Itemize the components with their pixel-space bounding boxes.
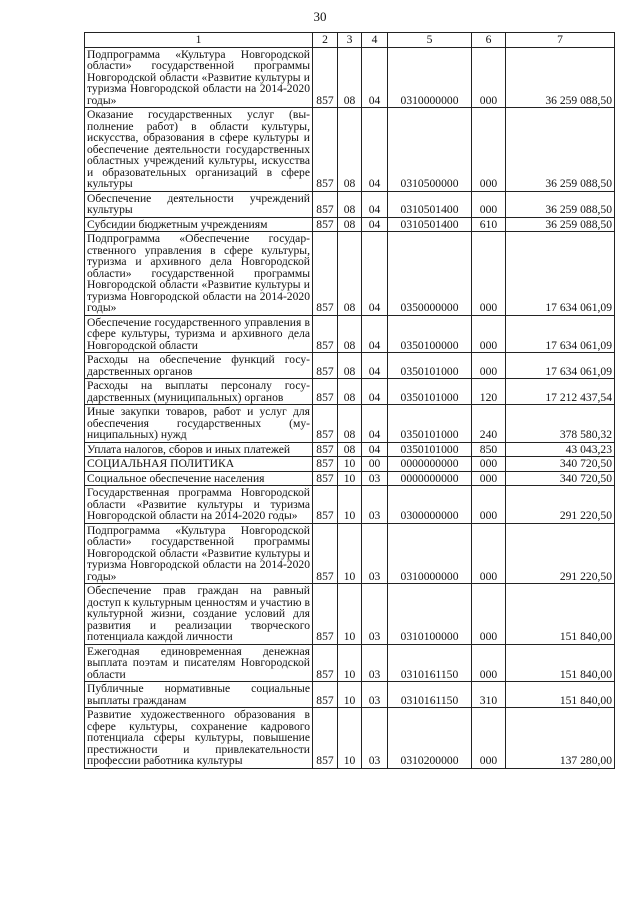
- row-name-cell: Ежегодная единовременная денежная выплата поэтам и писателям Новгородской области: [85, 644, 313, 682]
- table-row: [85, 353, 615, 379]
- table-row: [85, 405, 615, 443]
- ministry-code-cell: 857: [313, 108, 338, 192]
- expense-type-cell: 000: [472, 353, 506, 379]
- row-name-cell: Подпрограмма «Обеспечение государственного управления в сфере культуры, туризма и архивного дела Новгородской области» государственной программы Новгородской области «Развитие культуры и туризма Новгородской области на 2014-2020 годы»: [85, 232, 313, 316]
- amount-cell: 340 720,50: [506, 457, 615, 472]
- column-header: 3: [338, 33, 362, 48]
- section-code-cell: 08: [338, 108, 362, 192]
- amount-cell: 151 840,00: [506, 584, 615, 645]
- target-article-cell: 0310000000: [388, 523, 472, 584]
- ministry-code-cell: 857: [313, 644, 338, 682]
- amount-cell: 36 259 088,50: [506, 47, 615, 108]
- expense-type-cell: 000: [472, 584, 506, 645]
- section-code-cell: 08: [338, 442, 362, 457]
- amount-cell: 36 259 088,50: [506, 108, 615, 192]
- amount-cell: 378 580,32: [506, 405, 615, 443]
- table-row: [85, 471, 615, 486]
- ministry-code-cell: 857: [313, 217, 338, 232]
- expense-type-cell: 000: [472, 471, 506, 486]
- section-code-cell: 10: [338, 708, 362, 769]
- ministry-code-cell: 857: [313, 523, 338, 584]
- expense-type-cell: 000: [472, 191, 506, 217]
- subsection-code-cell: 04: [362, 108, 388, 192]
- target-article-cell: 0350100000: [388, 315, 472, 353]
- subsection-code-cell: 04: [362, 191, 388, 217]
- column-header: 1: [85, 33, 313, 48]
- expense-type-cell: 240: [472, 405, 506, 443]
- row-name-cell: Развитие художественного образования в сфере культуры, сохранение кадрового потенциала сферы культуры, повышение престижности и привлекательности профессии работника культуры: [85, 708, 313, 769]
- amount-cell: 291 220,50: [506, 486, 615, 524]
- subsection-code-cell: 03: [362, 708, 388, 769]
- amount-cell: 17 212 437,54: [506, 379, 615, 405]
- expense-type-cell: 000: [472, 486, 506, 524]
- budget-table: [84, 32, 615, 769]
- section-code-cell: 08: [338, 47, 362, 108]
- expense-type-cell: 000: [472, 108, 506, 192]
- subsection-code-cell: 03: [362, 584, 388, 645]
- row-name-cell: Расходы на обеспечение функций государственных органов: [85, 353, 313, 379]
- ministry-code-cell: 857: [313, 191, 338, 217]
- table-row: [85, 486, 615, 524]
- ministry-code-cell: 857: [313, 405, 338, 443]
- row-name-cell: Субсидии бюджетным учреждениям: [85, 217, 313, 232]
- section-code-cell: 10: [338, 486, 362, 524]
- table-body: [85, 47, 615, 768]
- subsection-code-cell: 04: [362, 47, 388, 108]
- target-article-cell: 0310200000: [388, 708, 472, 769]
- target-article-cell: 0350000000: [388, 232, 472, 316]
- target-article-cell: 0350101000: [388, 353, 472, 379]
- table-row: [85, 644, 615, 682]
- column-header: 6: [472, 33, 506, 48]
- subsection-code-cell: 04: [362, 232, 388, 316]
- expense-type-cell: 610: [472, 217, 506, 232]
- target-article-cell: 0310161150: [388, 644, 472, 682]
- ministry-code-cell: 857: [313, 682, 338, 708]
- amount-cell: 17 634 061,09: [506, 232, 615, 316]
- target-article-cell: 0310501400: [388, 191, 472, 217]
- section-code-cell: 08: [338, 379, 362, 405]
- amount-cell: 137 280,00: [506, 708, 615, 769]
- amount-cell: 291 220,50: [506, 523, 615, 584]
- target-article-cell: 0000000000: [388, 471, 472, 486]
- row-name-cell: Публичные нормативные социальные выплаты гражданам: [85, 682, 313, 708]
- column-header: 5: [388, 33, 472, 48]
- table-row: [85, 108, 615, 192]
- section-code-cell: 08: [338, 353, 362, 379]
- section-code-cell: 10: [338, 471, 362, 486]
- row-name-cell: Обеспечение прав граждан на равный доступ к культурным ценностям и участию в культурной жизни, создание условий для развития и реализации творческого потенциала каждой личности: [85, 584, 313, 645]
- amount-cell: 151 840,00: [506, 682, 615, 708]
- section-code-cell: 10: [338, 584, 362, 645]
- table-row: [85, 47, 615, 108]
- subsection-code-cell: 03: [362, 471, 388, 486]
- table-row: [85, 584, 615, 645]
- amount-cell: 36 259 088,50: [506, 191, 615, 217]
- target-article-cell: 0310500000: [388, 108, 472, 192]
- target-article-cell: 0350101000: [388, 379, 472, 405]
- target-article-cell: 0310100000: [388, 584, 472, 645]
- subsection-code-cell: 04: [362, 315, 388, 353]
- section-code-cell: 08: [338, 232, 362, 316]
- amount-cell: 17 634 061,09: [506, 315, 615, 353]
- section-code-cell: 08: [338, 315, 362, 353]
- table-row: [85, 442, 615, 457]
- expense-type-cell: 000: [472, 644, 506, 682]
- amount-cell: 340 720,50: [506, 471, 615, 486]
- row-name-cell: Подпрограмма «Культура Новгородской области» государственной программы Новгородской области «Развитие культуры и туризма Новгородской области на 2014-2020 годы»: [85, 523, 313, 584]
- target-article-cell: 0310501400: [388, 217, 472, 232]
- section-code-cell: 10: [338, 644, 362, 682]
- table-row: [85, 191, 615, 217]
- row-name-cell: Уплата налогов, сборов и иных платежей: [85, 442, 313, 457]
- row-name-cell: Обеспечение деятельности учреждений культуры: [85, 191, 313, 217]
- subsection-code-cell: 04: [362, 217, 388, 232]
- subsection-code-cell: 00: [362, 457, 388, 472]
- ministry-code-cell: 857: [313, 471, 338, 486]
- table-row: [85, 232, 615, 316]
- expense-type-cell: 000: [472, 315, 506, 353]
- section-code-cell: 10: [338, 523, 362, 584]
- table-row: [85, 379, 615, 405]
- section-code-cell: 10: [338, 457, 362, 472]
- target-article-cell: 0310000000: [388, 47, 472, 108]
- row-name-cell: Подпрограмма «Культура Новгородской области» государственной программы Новгородской области «Развитие культуры и туризма Новгородской области на 2014-2020 годы»: [85, 47, 313, 108]
- expense-type-cell: 850: [472, 442, 506, 457]
- amount-cell: 43 043,23: [506, 442, 615, 457]
- subsection-code-cell: 04: [362, 405, 388, 443]
- table-row: [85, 457, 615, 472]
- column-header: 2: [313, 33, 338, 48]
- subsection-code-cell: 04: [362, 353, 388, 379]
- column-header: 4: [362, 33, 388, 48]
- row-name-cell: Оказание государственных услуг (выполнение работ) в области культуры, искусства, образования в сфере культуры и обеспечение деятельности государственных областных учреждений культуры, искусства и образовательных организаций в сфере культуры: [85, 108, 313, 192]
- amount-cell: 17 634 061,09: [506, 353, 615, 379]
- section-code-cell: 08: [338, 217, 362, 232]
- row-name-cell: Социальное обеспечение населения: [85, 471, 313, 486]
- table-header-row: [85, 33, 615, 48]
- ministry-code-cell: 857: [313, 232, 338, 316]
- table-row: [85, 708, 615, 769]
- amount-cell: 151 840,00: [506, 644, 615, 682]
- target-article-cell: 0300000000: [388, 486, 472, 524]
- expense-type-cell: 000: [472, 457, 506, 472]
- subsection-code-cell: 04: [362, 442, 388, 457]
- ministry-code-cell: 857: [313, 442, 338, 457]
- column-header: 7: [506, 33, 615, 48]
- target-article-cell: 0350101000: [388, 405, 472, 443]
- ministry-code-cell: 857: [313, 315, 338, 353]
- target-article-cell: 0000000000: [388, 457, 472, 472]
- row-name-cell: Обеспечение государственного управления в сфере культуры, туризма и архивного дела Новгородской области: [85, 315, 313, 353]
- ministry-code-cell: 857: [313, 708, 338, 769]
- section-code-cell: 10: [338, 682, 362, 708]
- expense-type-cell: 120: [472, 379, 506, 405]
- table-row: [85, 315, 615, 353]
- section-code-cell: 08: [338, 191, 362, 217]
- ministry-code-cell: 857: [313, 457, 338, 472]
- subsection-code-cell: 03: [362, 523, 388, 584]
- ministry-code-cell: 857: [313, 47, 338, 108]
- ministry-code-cell: 857: [313, 379, 338, 405]
- ministry-code-cell: 857: [313, 353, 338, 379]
- expense-type-cell: 000: [472, 523, 506, 584]
- expense-type-cell: 000: [472, 47, 506, 108]
- target-article-cell: 0310161150: [388, 682, 472, 708]
- row-name-cell: СОЦИАЛЬНАЯ ПОЛИТИКА: [85, 457, 313, 472]
- expense-type-cell: 310: [472, 682, 506, 708]
- ministry-code-cell: 857: [313, 486, 338, 524]
- page-number: 30: [313, 9, 327, 24]
- table-row: [85, 217, 615, 232]
- section-code-cell: 08: [338, 405, 362, 443]
- ministry-code-cell: 857: [313, 584, 338, 645]
- subsection-code-cell: 03: [362, 682, 388, 708]
- target-article-cell: 0350101000: [388, 442, 472, 457]
- row-name-cell: Расходы на выплаты персоналу государственных (муниципальных) органов: [85, 379, 313, 405]
- expense-type-cell: 000: [472, 708, 506, 769]
- subsection-code-cell: 04: [362, 379, 388, 405]
- expense-type-cell: 000: [472, 232, 506, 316]
- table-row: [85, 682, 615, 708]
- subsection-code-cell: 03: [362, 644, 388, 682]
- row-name-cell: Иные закупки товаров, работ и услуг для обеспечения государственных (муниципальных) нужд: [85, 405, 313, 443]
- row-name-cell: Государственная программа Новгородской области «Развитие культуры и туризма Новгородской области на 2014-2020 годы»: [85, 486, 313, 524]
- table-row: [85, 523, 615, 584]
- subsection-code-cell: 03: [362, 486, 388, 524]
- amount-cell: 36 259 088,50: [506, 217, 615, 232]
